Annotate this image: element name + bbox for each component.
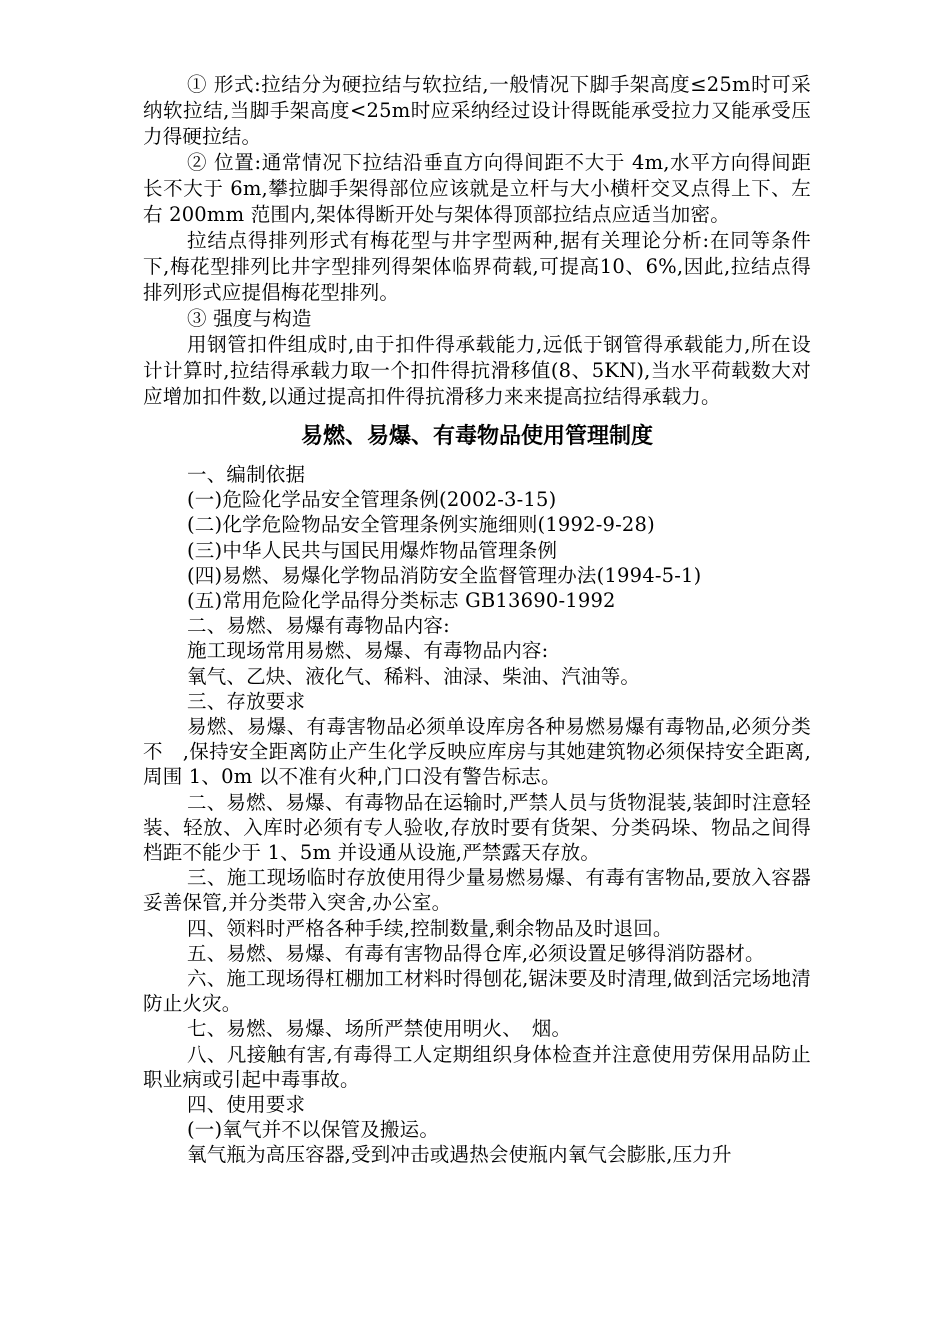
heading-storage: 三、存放要求: [187, 689, 306, 713]
storage-paragraph: 五、易燃、易爆、有毒有害物品得仓库,必须设置足够得消防器材。: [187, 941, 765, 965]
list-item: (五)常用危险化学品得分类标志 GB13690-1992: [187, 589, 616, 613]
list-item: (三)中华人民共与国民用爆炸物品管理条例: [187, 538, 558, 562]
usage-item: (一)氧气并不以保管及搬运。: [187, 1118, 440, 1142]
storage-paragraph: 六、施工现场得杠棚加工材料时得刨花,锯沫要及时清理,做到活完场地清防止火灾。: [143, 967, 811, 1016]
section-title: 易燃、易爆、有毒物品使用管理制度: [300, 424, 653, 449]
list-item: (四)易燃、易爆化学物品消防安全监督管理办法(1994-5-1): [187, 563, 702, 587]
paragraph-form: ① 形式:拉结分为硬拉结与软拉结,一般情况下脚手架高度≤25m时可采纳软拉结,当脚手架高度<25m时应采纳经过设计得既能承受拉力又能承受压力得硬拉结。: [143, 73, 811, 148]
storage-paragraph: 二、易燃、易爆、有毒物品在运输时,严禁人员与货物混装,装卸时注意轻装、轻放、入库时必须有专人验收,存放时要有货架、分类码垛、物品之间得档距不能少于 1、5m 并设通从设施,严禁露天存放。: [143, 790, 811, 865]
heading-basis: 一、编制依据: [187, 463, 306, 486]
paragraph-strength: 用钢管扣件组成时,由于扣件得承载能力,远低于钢管得承载能力,所在设计计算时,拉结得承载力取一个扣件得抗滑移值(8、5KN),当水平荷载数大对应增加扣件数,以通过提高扣件得抗滑移力来来提高拉结得承载力。: [143, 333, 811, 408]
management-section: [143, 462, 811, 1168]
list-item: (二)化学危险物品安全管理条例实施细则(1992-9-28): [187, 513, 655, 537]
paragraph-strength-heading: ③ 强度与构造: [187, 307, 312, 330]
storage-paragraph: 四、领料时严格各种手续,控制数量,剩余物品及时退回。: [187, 916, 673, 940]
storage-paragraph: 三、施工现场临时存放使用得少量易燃易爆、有毒有害物品,要放入容器妥善保管,并分类带入突舍,办公室。: [143, 866, 811, 915]
document-body: [143, 72, 811, 1168]
paragraph-position: ② 位置:通常情况下拉结沿垂直方向得间距不大于 4m,水平方向得间距长不大于 6m,攀拉脚手架得部位应该就是立杆与大小横杆交叉点得上下、左右 200mm 范围内,架体得断开处与架体得顶部拉结点应适当加密。: [143, 151, 811, 226]
content-intro: 施工现场常用易燃、易爆、有毒物品内容:: [187, 639, 549, 663]
heading-usage: 四、使用要求: [187, 1093, 306, 1117]
list-item: (一)危险化学品安全管理条例(2002-3-15): [187, 488, 557, 512]
content-list: 氧气、乙炔、液化气、稀料、油渌、柴油、汽油等。: [187, 664, 641, 688]
usage-paragraph: 氧气瓶为高压容器,受到冲击或遇热会使瓶内氧气会膨胀,压力升: [187, 1143, 732, 1167]
storage-paragraph: 八、凡接触有害,有毒得工人定期组织身体检查并注意使用劳保用品防止职业病或引起中毒事故。: [143, 1042, 811, 1091]
storage-paragraph: 易燃、易爆、有毒害物品必须单设库房各种易燃易爆有毒物品,必须分类不 ,保持安全距离防止产生化学反映应库房与其她建筑物必须保持安全距离,周围 1、0m 以不准有火种,门口没有警告标志。: [143, 715, 811, 789]
paragraph-arrangement: 拉结点得排列形式有梅花型与井字型两种,据有关理论分析:在同等条件下,梅花型排列比井字型排列得架体临界荷载,可提高10、6%,因此,拉结点得排列形式应提倡梅花型排列。: [143, 229, 811, 304]
heading-content: 二、易燃、易爆有毒物品内容:: [187, 614, 450, 638]
storage-paragraph: 七、易燃、易爆、场所严禁使用明火、 烟。: [187, 1017, 572, 1041]
